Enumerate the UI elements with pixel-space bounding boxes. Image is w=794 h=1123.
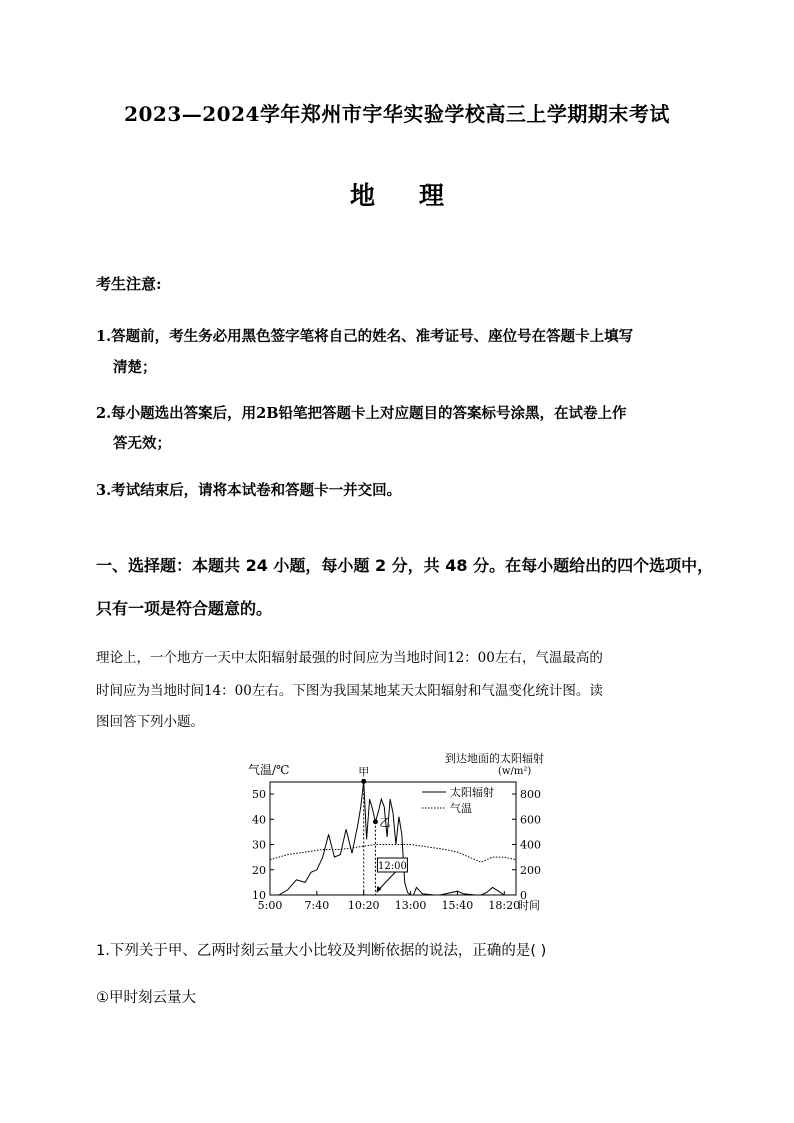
- y-left-tick-label: 30: [252, 838, 266, 852]
- legend-radiation-label: 太阳辐射: [450, 786, 494, 799]
- radiation-temperature-chart: [240, 750, 560, 920]
- notice-item-2: 2.每小题选出答案后，用2B铅笔把答题卡上对应题目的答案标号涂黑，在试卷上作: [96, 405, 627, 422]
- yi-point: [373, 819, 378, 824]
- yi-label: 乙: [379, 815, 391, 829]
- x-tick-label: 7:40: [304, 899, 330, 912]
- section-heading-cont: 只有一项是符合题意的。: [96, 599, 273, 618]
- subject-title: 地理: [349, 181, 488, 210]
- passage-line-3: 图回答下列小题。: [96, 714, 204, 730]
- legend-temperature-label: 气温: [450, 802, 472, 815]
- jia-point: [361, 779, 366, 784]
- passage-line-2: 时间应为当地时间14：00左右。下图为我国某地某天太阳辐射和气温变化统计图。读: [96, 683, 603, 699]
- y-left-tick-label: 10: [252, 889, 266, 902]
- noon-label: 12:00: [378, 861, 407, 872]
- section-heading: 一、选择题：本题共 24 小题，每小题 2 分，共 48 分。在每小题给出的四个选项中，: [96, 556, 714, 575]
- passage-line-1: 理论上，一个地方一天中太阳辐射最强的时间应为当地时间12：00左右，气温最高的: [96, 650, 603, 666]
- question-1-stem: 1.下列关于甲、乙两时刻云量大小比较及判断依据的说法，正确的是( ): [96, 943, 547, 959]
- notice-item-3: 3.考试结束后，请将本试卷和答题卡一并交回。: [96, 482, 402, 499]
- y-right-tick-label: 0: [520, 889, 527, 902]
- y-right-tick-label: 400: [520, 838, 541, 852]
- x-tick-label: 5:00: [257, 899, 283, 912]
- x-axis-label: 时间: [518, 899, 540, 912]
- jia-label: 甲: [358, 765, 370, 779]
- x-tick-label: 10:20: [347, 899, 380, 912]
- x-tick-label: 13:00: [394, 899, 427, 912]
- y-right-axis-label: 到达地面的太阳辐射: [445, 752, 544, 765]
- notice-heading: 考生注意:: [96, 275, 162, 293]
- y-left-tick-label: 50: [252, 788, 266, 801]
- x-tick-label: 15:40: [441, 899, 474, 912]
- y-right-tick-label: 800: [520, 788, 541, 801]
- y-left-tick-label: 40: [252, 813, 266, 827]
- y-left-axis-label: 气温/℃: [248, 763, 290, 777]
- x-tick-label: 18:20: [488, 899, 521, 912]
- y-left-tick-label: 20: [252, 863, 266, 877]
- question-1-option-1: ①甲时刻云量大: [96, 990, 196, 1006]
- y-right-axis-unit: (w/m²): [498, 766, 532, 777]
- exam-title: 2023—2024学年郑州市宇华实验学校高三上学期期末考试: [124, 102, 670, 126]
- y-right-tick-label: 600: [520, 813, 541, 827]
- notice-item-1: 1.答题前，考生务必用黑色签字笔将自己的姓名、准考证号、座位号在答题卡上填写: [96, 328, 634, 345]
- notice-item-1-cont: 清楚；: [113, 359, 157, 376]
- y-right-tick-label: 200: [520, 863, 541, 877]
- notice-item-2-cont: 答无效；: [113, 435, 171, 452]
